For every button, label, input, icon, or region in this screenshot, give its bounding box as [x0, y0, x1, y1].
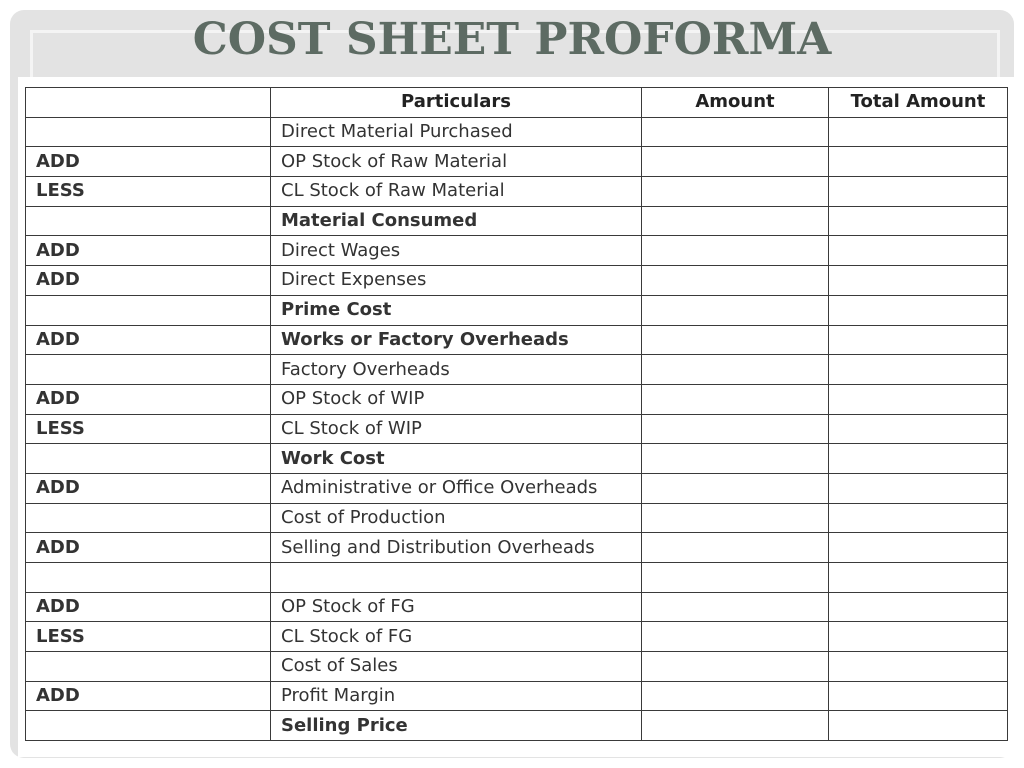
amount-cell: [642, 236, 829, 266]
total-amount-cell: [829, 592, 1008, 622]
header-operation: [26, 88, 271, 118]
operation-cell: ADD: [26, 266, 271, 296]
slide-title: COST SHEET PROFORMA: [192, 14, 832, 65]
operation-cell: [26, 206, 271, 236]
table-row: [26, 652, 1008, 682]
total-amount-cell: [829, 503, 1008, 533]
particular-cell: CL Stock of Raw Material: [271, 177, 642, 207]
operation-cell: ADD: [26, 681, 271, 711]
total-amount-cell: [829, 177, 1008, 207]
operation-cell: ADD: [26, 147, 271, 177]
amount-cell: [642, 355, 829, 385]
particular-cell: OP Stock of WIP: [271, 384, 642, 414]
particular-cell: CL Stock of WIP: [271, 414, 642, 444]
total-amount-cell: [829, 533, 1008, 563]
particular-cell: [271, 563, 642, 593]
operation-cell: [26, 652, 271, 682]
amount-cell: [642, 444, 829, 474]
particular-cell: Work Cost: [271, 444, 642, 474]
particular-cell: Administrative or Office Overheads: [271, 473, 642, 503]
particular-cell: Cost of Sales: [271, 652, 642, 682]
total-amount-cell: [829, 295, 1008, 325]
total-amount-cell: [829, 444, 1008, 474]
operation-cell: [26, 711, 271, 741]
table-row: [26, 414, 1008, 444]
header-total-amount: Total Amount: [829, 88, 1008, 118]
particular-cell: Direct Material Purchased: [271, 117, 642, 147]
operation-cell: LESS: [26, 177, 271, 207]
table-row: [26, 384, 1008, 414]
table-row: [26, 177, 1008, 207]
amount-cell: [642, 681, 829, 711]
table-row: [26, 147, 1008, 177]
amount-cell: [642, 295, 829, 325]
table-row: [26, 592, 1008, 622]
amount-cell: [642, 503, 829, 533]
table-row: [26, 681, 1008, 711]
total-amount-cell: [829, 711, 1008, 741]
operation-cell: [26, 444, 271, 474]
total-amount-cell: [829, 473, 1008, 503]
amount-cell: [642, 117, 829, 147]
particular-cell: OP Stock of Raw Material: [271, 147, 642, 177]
operation-cell: ADD: [26, 384, 271, 414]
particular-cell: OP Stock of FG: [271, 592, 642, 622]
table-row: [26, 503, 1008, 533]
amount-cell: [642, 563, 829, 593]
total-amount-cell: [829, 117, 1008, 147]
total-amount-cell: [829, 563, 1008, 593]
amount-cell: [642, 384, 829, 414]
total-amount-cell: [829, 266, 1008, 296]
total-amount-cell: [829, 652, 1008, 682]
amount-cell: [642, 147, 829, 177]
total-amount-cell: [829, 355, 1008, 385]
amount-cell: [642, 177, 829, 207]
operation-cell: ADD: [26, 473, 271, 503]
amount-cell: [642, 622, 829, 652]
particular-cell: Profit Margin: [271, 681, 642, 711]
header-amount: Amount: [642, 88, 829, 118]
operation-cell: LESS: [26, 414, 271, 444]
amount-cell: [642, 266, 829, 296]
particular-cell: Cost of Production: [271, 503, 642, 533]
table-row: [26, 266, 1008, 296]
particular-cell: Works or Factory Overheads: [271, 325, 642, 355]
particular-cell: Direct Wages: [271, 236, 642, 266]
total-amount-cell: [829, 681, 1008, 711]
total-amount-cell: [829, 147, 1008, 177]
particular-cell: Prime Cost: [271, 295, 642, 325]
operation-cell: [26, 355, 271, 385]
operation-cell: [26, 563, 271, 593]
table-row: [26, 355, 1008, 385]
amount-cell: [642, 473, 829, 503]
table-header-row: [26, 88, 1008, 118]
amount-cell: [642, 652, 829, 682]
table-row: [26, 295, 1008, 325]
header-particulars: Particulars: [271, 88, 642, 118]
particular-cell: Direct Expenses: [271, 266, 642, 296]
table-row: [26, 206, 1008, 236]
particular-cell: CL Stock of FG: [271, 622, 642, 652]
amount-cell: [642, 592, 829, 622]
table-body: [26, 117, 1008, 740]
cost-sheet-table: [25, 87, 1008, 741]
table-row: [26, 622, 1008, 652]
amount-cell: [642, 206, 829, 236]
table-row: [26, 117, 1008, 147]
amount-cell: [642, 325, 829, 355]
total-amount-cell: [829, 206, 1008, 236]
particular-cell: Selling and Distribution Overheads: [271, 533, 642, 563]
amount-cell: [642, 711, 829, 741]
table-row: [26, 711, 1008, 741]
table-row: [26, 563, 1008, 593]
total-amount-cell: [829, 384, 1008, 414]
amount-cell: [642, 533, 829, 563]
table-row: [26, 533, 1008, 563]
particular-cell: Material Consumed: [271, 206, 642, 236]
total-amount-cell: [829, 622, 1008, 652]
operation-cell: [26, 117, 271, 147]
operation-cell: LESS: [26, 622, 271, 652]
table-row: [26, 236, 1008, 266]
total-amount-cell: [829, 325, 1008, 355]
operation-cell: ADD: [26, 325, 271, 355]
operation-cell: ADD: [26, 592, 271, 622]
operation-cell: [26, 503, 271, 533]
particular-cell: Factory Overheads: [271, 355, 642, 385]
table-row: [26, 444, 1008, 474]
total-amount-cell: [829, 414, 1008, 444]
total-amount-cell: [829, 236, 1008, 266]
operation-cell: ADD: [26, 236, 271, 266]
table-row: [26, 325, 1008, 355]
table-row: [26, 473, 1008, 503]
operation-cell: [26, 295, 271, 325]
operation-cell: ADD: [26, 533, 271, 563]
amount-cell: [642, 414, 829, 444]
cost-sheet-panel: [18, 77, 1014, 757]
particular-cell: Selling Price: [271, 711, 642, 741]
